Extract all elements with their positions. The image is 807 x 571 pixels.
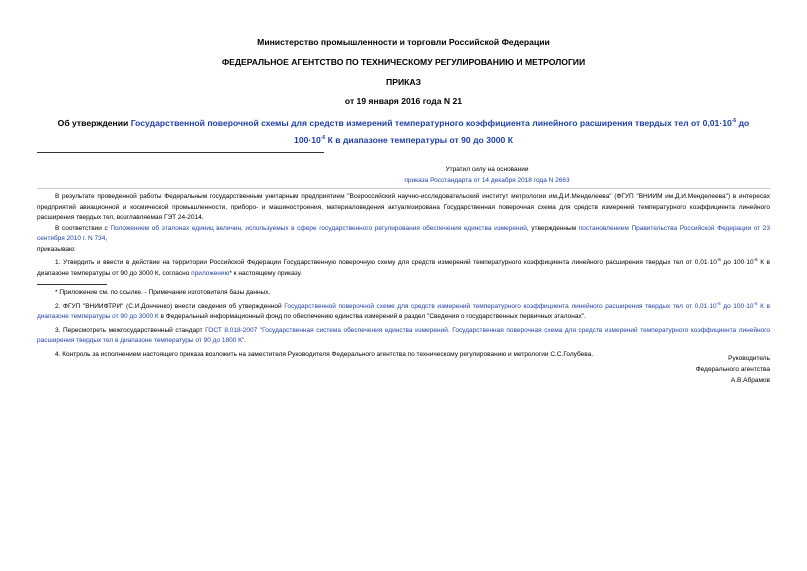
document-title xyxy=(37,114,770,148)
paragraph-item-3: 3. Пересмотреть межгосударственный стандарт ГОСТ 8.018-2007 "Государственная система обеспечения единства измерений. Государственная поверочная схема для средств измерений температурного коэффициента линейного расширения твердых тел в диапазоне температуры от 90 до 1800 К". xyxy=(37,326,771,345)
scheme-link[interactable]: Государственной поверочной схеме для средств измерений температурного коэффициента линейного расширения твердых тел от $0,01\cdot 10^{-6}$ до $100\cdot 10^{-6}$ К в диапазоне температуры от 90 до 3000 К xyxy=(37,300,771,321)
ministry-heading: Министерство промышленности и торговли Российской Федерации xyxy=(257,37,550,47)
date-number: от 19 января 2016 года N 21 xyxy=(344,96,463,106)
doc-type-heading: ПРИКАЗ xyxy=(386,77,421,87)
footnote: * Приложение см. по ссылке. - Примечание изготовителя базы данных. xyxy=(55,289,271,297)
paragraph-intro: В результате проведенной работы Федеральным государственным унитарным предприятием "Всероссийский научно-исследовательский институт метрологии им.Д.И.Менделеева" (ФГУП "ВНИИМ им.Д.И.Менделеева") в интересах предприятий авиационной и космической промышленности, приборо- и машиностроения, материаловедения актуализирована Государственная поверочная схема для средств измерений температурного коэффициента линейного расширения твердых тел, возглавляемая ГЭТ 24-2014. xyxy=(37,193,770,221)
paragraph-order: приказываю: xyxy=(37,245,76,253)
signature-title: Руководитель xyxy=(728,355,770,362)
status-divider xyxy=(37,188,770,189)
agency-heading: ФЕДЕРАЛЬНОЕ АГЕНТСТВО ПО ТЕХНИЧЕСКОМУ РЕГУЛИРОВАНИЮ И МЕТРОЛОГИИ xyxy=(221,57,586,67)
status-line: Утратил силу на основании xyxy=(445,166,529,173)
document-body xyxy=(37,192,770,360)
status-link[interactable]: приказа Росстандарта от 14 декабря 2018 года N 2663 xyxy=(404,177,570,184)
title-divider xyxy=(37,152,324,153)
paragraph-item-4: 4. Контроль за исполнением настоящего приказа возложить на заместителя Руководителя Федерального агентства по техническому регулированию и метрологии С.С.Голубева. xyxy=(55,350,594,358)
paragraph-basis: В соответствии с Положением об эталонах единиц величин, используемых в сфере государственного регулирования обеспечения единства измерений, утвержденным постановлением Правительства Российской Федерации от 23 сентября 2010 г. N 734, xyxy=(37,224,770,242)
government-decree-link[interactable]: постановлением Правительства Российской Федерации от 23 сентября 2010 г. N 734 xyxy=(37,224,770,242)
footnote-divider xyxy=(37,284,107,285)
signature-agency: Федерального агентства xyxy=(695,366,770,373)
title-prefix: Об утверждении xyxy=(57,117,131,128)
signature-name: А.В.Абрамов xyxy=(730,377,770,384)
title-link[interactable]: Государственной поверочной схемы для средств измерений температурного коэффициента линейного расширения твердых тел от $0,01\cdot 10^{-6}$ до $100\cdot 10^{-6}$ К в диапазоне температуры от 90 до 3000 К xyxy=(130,117,750,145)
paragraph-item-1: 1. Утвердить и ввести в действие на территории Российской Федерации Государственную поверочную схему для средств измерений температурного коэффициента линейного расширения твердых тел от $0,01\cdot 10^{-6}$ до $100\cdot 10^{-6}$ К в диапазоне температуры от 90 до 3000 К, согласно приложению* к настоящему приказу. xyxy=(37,257,770,277)
gost-link[interactable]: ГОСТ 8.018-2007 "Государственная система обеспечения единства измерений. Государственная поверочная схема для средств измерений температурного коэффициента линейного расширения твердых тел в диапазоне температуры от 90 до 1800 К" xyxy=(37,326,771,345)
appendix-link[interactable]: приложению xyxy=(191,269,230,277)
regulation-link[interactable]: Положением об эталонах единиц величин, используемых в сфере государственного регулирования обеспечения единства измерений xyxy=(110,224,527,232)
paragraph-item-2: 2. ФГУП "ВНИИФТРИ" (С.И.Донченко) внести сведения об утвержденной Государственной поверочной схеме для средств измерений температурного коэффициента линейного расширения твердых тел от $0,01\cdot 10^{-6}$ до $100\cdot 10^{-6}$ К в диапазоне температуры от 90 до 3000 К в Федеральный информационный фонд по обеспечению единства измерений в раздел "Сведения о государственных первичных эталонах". xyxy=(37,300,771,321)
